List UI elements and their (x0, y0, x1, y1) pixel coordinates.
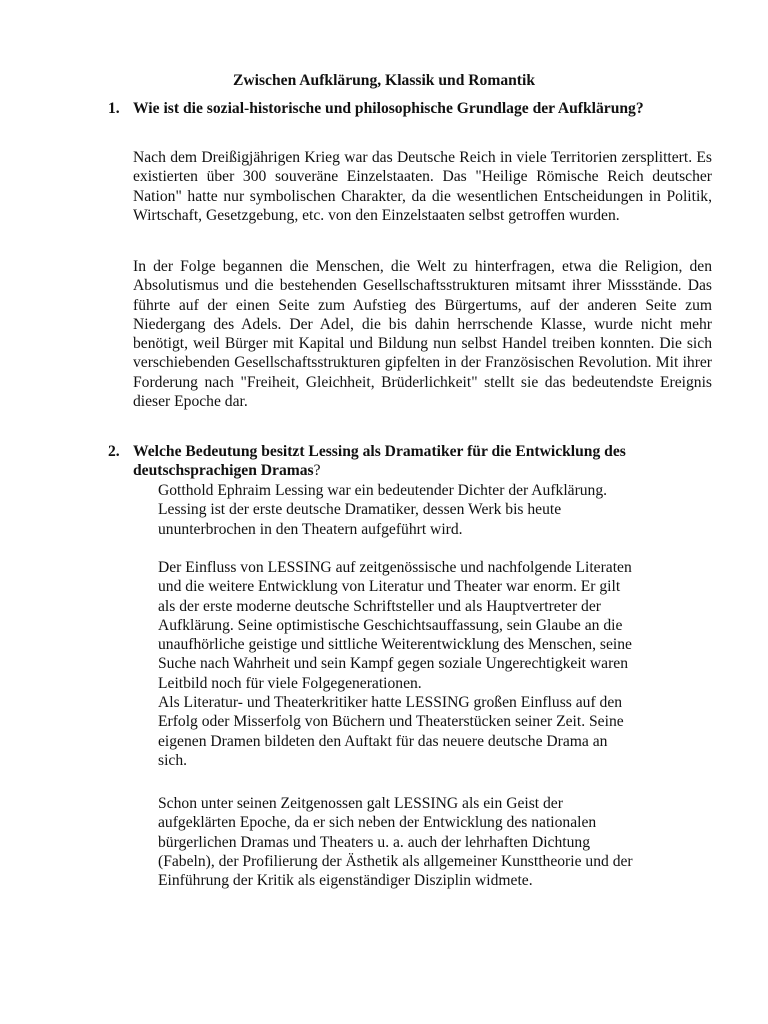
answer-paragraph (133, 257, 712, 411)
answer-paragraph (133, 148, 712, 225)
text-line: aufgeklärten Epoche, da er sich neben der Entwicklung des nationalen (158, 814, 597, 832)
text-line: Lessing ist der erste deutsche Dramatiker, dessen Werk bis heute (158, 501, 562, 519)
question-2 (108, 442, 712, 481)
document-title: Zwischen Aufklärung, Klassik und Romantik (232, 72, 535, 89)
text-line: Schon unter seinen Zeitgenossen galt LESSING als ein Geist der (158, 795, 563, 812)
text-line: Gotthold Ephraim Lessing war ein bedeutender Dichter der Aufklärung. (158, 482, 608, 499)
text-line: bürgerlichen Dramas und Theaters u. a. auch der lehrhaften Dichtung (158, 833, 590, 851)
question-number: 1. (108, 100, 120, 117)
text-line: Einführung der Kritik als eigenständiger Disziplin widmete. (158, 872, 533, 890)
question-mark: ? (313, 462, 321, 480)
text-line: Erfolg oder Misserfolg von Büchern und Theaterstücken seiner Zeit. Seine (158, 713, 624, 731)
paragraph-text: In der Folge begannen die Menschen, die Welt zu hinterfragen, etwa die Religion, den Absolutismus und die bestehenden Gesellschaftsstrukturen mitsamt ihrer Missstände. Das führte auf der einen Seite zum Aufstieg des Bürgertums, auf der anderen Seite zum Niedergang des Adels. Der Adel, die bis dahin herrschende Klasse, wurde nicht mehr benötigt, weil Bürger mit Kapital und Bildung nun selbst Handel treiben konnten. Die sich verschiebenden Gesellschaftsstrukturen gipfelten in der Französischen Revolution. Mit ihrer Forderung nach "Freiheit, Gleichheit, Brüderlichkeit" stellt sie das bedeutendste Ereignis dieser Epoche dar. (133, 258, 712, 411)
question-text: Wie ist die sozial-historische und philosophische Grundlage der Aufklärung? (133, 100, 644, 117)
text-line: Der Einfluss von LESSING auf zeitgenössische und nachfolgende Literaten (158, 559, 632, 576)
paragraph-text: Nach dem Dreißigjährigen Krieg war das Deutsche Reich in viele Territorien zersplittert. Es existierten über 300 souveräne Einzelstaaten. Das "Heilige Römische Reich deutscher Nation" hatte nur symbolischen Charakter, da die wesentlichen Entscheidungen in Politik, Wirtschaft, Gesetzgebung, etc. von den Einzelstaaten selbst getroffen wurden. (133, 149, 712, 224)
text-line: Als Literatur- und Theaterkritiker hatte LESSING großen Einfluss auf den (158, 694, 623, 712)
text-line: eigenen Dramen bildeten den Auftakt für das neuere deutsche Drama an (158, 732, 608, 750)
text-line: unaufhörliche geistige und sittliche Weiterentwicklung des Menschen, seine (158, 636, 632, 654)
question-text (133, 442, 712, 481)
text-line: sich. (158, 751, 188, 769)
question-text-bold: Welche Bedeutung besitzt Lessing als Dramatiker für die Entwicklung des deutschsprachigen Dramas (133, 443, 626, 480)
text-line: ununterbrochen in den Theatern aufgeführt wird. (158, 520, 463, 538)
answer-block (158, 481, 718, 539)
answer-block (158, 558, 718, 770)
answer-block (158, 794, 718, 890)
text-line: (Fabeln), der Profilierung der Ästhetik als allgemeiner Kunsttheorie und der (158, 852, 633, 870)
text-line: Aufklärung. Seine optimistische Geschichtsauffassung, sein Glaube an die (158, 616, 623, 634)
question-number: 2. (108, 443, 120, 460)
question-1 (108, 99, 712, 118)
text-line: Suche nach Wahrheit und sein Kampf gegen soziale Ungerechtigkeit waren (158, 655, 628, 673)
text-line: und die weitere Entwicklung von Literatur und Theater war enorm. Er gilt (158, 578, 621, 596)
text-line: Leitbild noch für viele Folgegenerationen. (158, 674, 422, 692)
text-line: als der erste moderne deutsche Schriftsteller und als Hauptvertreter der (158, 597, 601, 615)
